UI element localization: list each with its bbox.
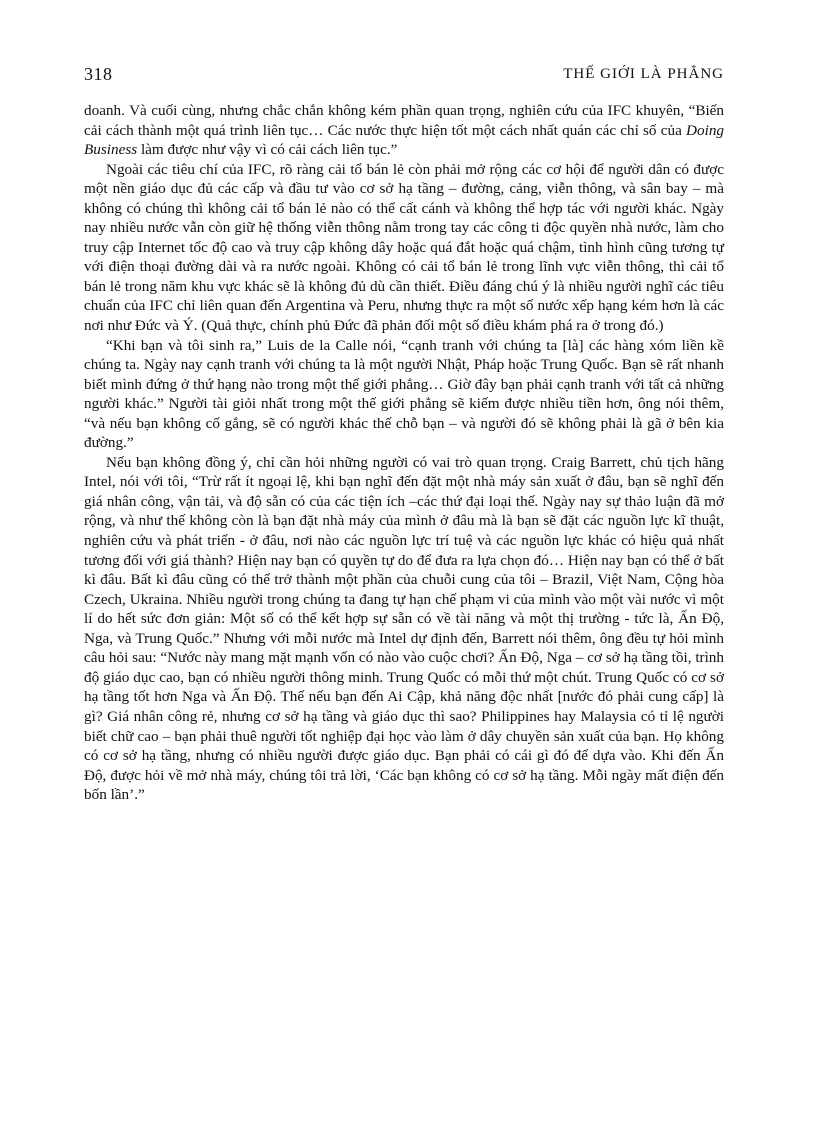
page-number: 318 [84,64,113,84]
paragraph-3: “Khi bạn và tôi sinh ra,” Luis de la Calle nói, “cạnh tranh với chúng ta [là] các hàng xóm liền kề chúng ta. Ngày nay cạnh tranh với chúng ta là một người Nhật, Pháp hoặc Trung Quốc. Bạn sẽ rất nhanh biết mình đứng ở thứ hạng nào trong một thế giới phẳng… Giờ đây bạn phải cạnh tranh với tất cả những người khác.” Người tài giỏi nhất trong một thế giới phẳng sẽ kiếm được nhiều tiền hơn, ông nói thêm, “và nếu bạn không cố gắng, sẽ có người khác thế chỗ bạn – và người đó sẽ không phải là gã ở bên kia đường.” [84,336,724,452]
paragraph-2: Ngoài các tiêu chí của IFC, rõ ràng cải tổ bán lẻ còn phải mở rộng các cơ hội để người dân có được một nền giáo dục đủ các cấp và đầu tư vào cơ sở hạ tầng – đường, cảng, viễn thông, và sân bay – mà không có chúng thì không cải tổ bán lẻ nào có thể cất cánh và không thể hợp tác với người khác. Ngày nay nhiều nước vẫn còn giữ hệ thống viễn thông nằm trong tay các công ti độc quyền nhà nước, làm cho truy cập Internet tốc độ cao và truy cập không dây hoặc quá đắt hoặc quá chậm, tình hình cũng tương tự với điện thoại đường dài và ra nước ngoài. Không có cải tổ bán lẻ trong lĩnh vực viễn thông, thì cải tổ bán lẻ trong năm khu vực khác sẽ là không đủ dù cần thiết. Điều đáng chú ý là nhiều người nghĩ các tiêu chuẩn của IFC chỉ liên quan đến Argentina và Peru, nhưng thực ra một số nước xếp hạng kém hơn là các nơi như Đức và Ý. (Quả thực, chính phủ Đức đã phản đối một số điều khám phá ra ở trong đó.) [84,160,724,335]
paragraph-1-text-b: làm được như vậy vì có cải cách liên tục.” [137,141,398,159]
running-title: THẾ GIỚI LÀ PHẲNG [563,66,724,82]
body-text [84,101,724,805]
page-header [84,64,724,88]
book-title-emphasis: Doing Business [84,121,724,159]
paragraph-1-text-a: doanh. Và cuối cùng, nhưng chắc chắn không kém phần quan trọng, nghiên cứu của IFC khuyên, “Biến cải cách thành một quá trình liên tục… Các nước thực hiện tốt một cách nhất quán các chỉ số của [84,102,724,139]
paragraph-4: Nếu bạn không đồng ý, chỉ cần hỏi những người có vai trò quan trọng. Craig Barrett, chủ tịch hãng Intel, nói với tôi, “Trừ rất ít ngoại lệ, khi bạn nghĩ đến đặt một nhà máy sản xuất ở đâu, bạn sẽ nghĩ đến giá nhân công, vận tải, và độ sẵn có của các tiện ích –các thứ đại loại thế. Ngày nay sự thảo luận đã mở rộng, và như thế không còn là bạn đặt nhà máy của mình ở đâu mà là bạn sẽ đặt các nguồn lực kĩ thuật, nghiên cứu và phát triển - ở đâu, nơi nào các nguồn lực trí tuệ và các nguồn lực khác có hiệu quả nhất tương đối với giá thành? Hiện nay bạn có quyền tự do để đưa ra lựa chọn đó… Hiện nay bạn có thể ở bất kì đâu. Bất kì đâu cũng có thể trở thành một phần của chuỗi cung của tôi – Brazil, Việt Nam, Cộng hòa Czech, Ukraina. Nhiều người trong chúng ta đang tự hạn chế phạm vi của mình vào một vài nước vì một lí do hết sức đơn giản: Một số có thể kết hợp sự sẵn có về tài năng và một thị trường - tức là, Ấn Độ, Nga, và Trung Quốc.” Nhưng với mỗi nước mà Intel dự định đến, Barrett nói thêm, ông đều tự hỏi mình câu hỏi sau: “Nước này mang mặt mạnh vốn có nào vào cuộc chơi? Ấn Độ, Nga – cơ sở hạ tầng tồi, trình độ giáo dục cao, bạn có nhiều người thông minh. Trung Quốc có mỗi thứ một chút. Trung Quốc có cơ sở hạ tầng tốt hơn Nga và Ấn Độ. Thế nếu bạn đến Ai Cập, khả năng độc nhất [nước đó phải cung cấp] là gì? Giá nhân công rẻ, nhưng cơ sở hạ tầng và giáo dục thì sao? Philippines hay Malaysia có tỉ lệ người biết chữ cao – bạn phải thuê người tốt nghiệp đại học vào làm ở dây chuyền sản xuất của bạn. Họ không có cơ sở hạ tầng, nhưng có nhiều người được giáo dục. Bạn phải có cái gì đó để dựa vào. Khi đến Ấn Độ, được hỏi về mở nhà máy, chúng tôi trả lời, ‘Các bạn không có cơ sở hạ tầng. Mỗi ngày mất điện đến bốn lần’.” [84,453,724,804]
paragraph-1 [84,101,724,160]
